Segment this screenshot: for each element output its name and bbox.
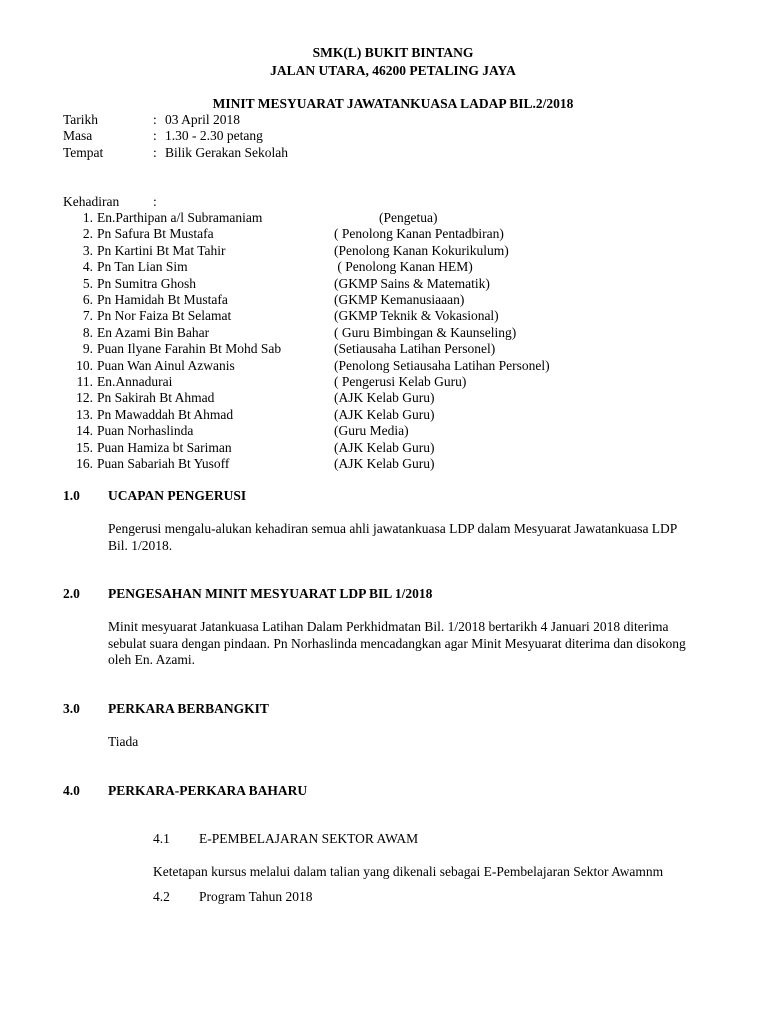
attendance-number: 7. [82, 308, 93, 323]
attendance-name: En.Annadurai [97, 374, 173, 389]
attendance-name: Pn Mawaddah Bt Ahmad [97, 407, 234, 422]
attendance-role: ( Pengerusi Kelab Guru) [334, 374, 467, 389]
attendance-number: 16. [76, 456, 93, 471]
attendance-role: ( Penolong Kanan HEM) [334, 259, 473, 274]
minutes-title: MINIT MESYUARAT JAWATANKUASA LADAP BIL.2/2018 [212, 96, 574, 111]
attendance-role: (Guru Media) [334, 423, 409, 438]
attendance-number: 12. [76, 390, 93, 405]
attendance-number: 15. [76, 440, 93, 455]
section-title: UCAPAN PENGERUSI [108, 488, 247, 503]
section-body-line: Tiada [108, 734, 139, 749]
attendance-name: Pn Sakirah Bt Ahmad [97, 390, 215, 405]
school-address: JALAN UTARA, 46200 PETALING JAYA [270, 63, 516, 78]
section-body-line: Minit mesyuarat Jatankuasa Latihan Dalam Perkhidmatan Bil. 1/2018 bertarikh 4 Januari 2018 diterima [108, 619, 669, 634]
attendance-name: Pn Nor Faiza Bt Selamat [97, 308, 232, 323]
attendance-number: 3. [82, 243, 93, 258]
section-number: 3.0 [63, 701, 80, 716]
attendance-number: 5. [82, 276, 93, 291]
subsection-title: E-PEMBELAJARAN SEKTOR AWAM [199, 831, 419, 846]
meta-label-time: Masa [63, 128, 93, 143]
attendance-name: Puan Ilyane Farahin Bt Mohd Sab [97, 341, 282, 356]
meta-sep-place: : [153, 145, 157, 160]
section-body-line: Pengerusi mengalu-alukan kehadiran semua ahli jawatankuasa LDP dalam Mesyuarat Jawatankuasa LDP [108, 521, 678, 536]
attendance-number: 6. [82, 292, 93, 307]
attendance-name: Puan Sabariah Bt Yusoff [97, 456, 230, 471]
meta-label-date: Tarikh [63, 112, 99, 127]
attendance-name: Pn Tan Lian Sim [97, 259, 188, 274]
attendance-role: (AJK Kelab Guru) [334, 440, 435, 455]
attendance-label: Kehadiran [63, 194, 120, 209]
subsection-title: Program Tahun 2018 [199, 889, 313, 904]
attendance-number: 10. [76, 358, 93, 373]
subsection-number: 4.2 [153, 889, 170, 904]
section-number: 4.0 [63, 783, 80, 798]
attendance-number: 13. [76, 407, 93, 422]
section-body-line: oleh En. Azami. [108, 652, 195, 667]
attendance-name: Pn Kartini Bt Mat Tahir [97, 243, 226, 258]
attendance-number: 9. [82, 341, 93, 356]
section-number: 2.0 [63, 586, 80, 601]
attendance-number: 1. [82, 210, 93, 225]
meta-value-time: 1.30 - 2.30 petang [165, 128, 263, 143]
attendance-number: 8. [82, 325, 93, 340]
attendance-name: Pn Hamidah Bt Mustafa [97, 292, 228, 307]
attendance-name: Puan Norhaslinda [97, 423, 194, 438]
attendance-role: (Pengetua) [379, 210, 438, 225]
attendance-number: 2. [82, 226, 93, 241]
attendance-role: (Penolong Kanan Kokurikulum) [334, 243, 509, 258]
attendance-name: Pn Sumitra Ghosh [97, 276, 197, 291]
subsection-body-line: Ketetapan kursus melalui dalam talian yang dikenali sebagai E-Pembelajaran Sektor Awamnm [153, 864, 664, 879]
attendance-role: ( Penolong Kanan Pentadbiran) [334, 226, 504, 241]
attendance-number: 11. [76, 374, 93, 389]
attendance-name: Puan Hamiza bt Sariman [97, 440, 232, 455]
attendance-role: (Setiausaha Latihan Personel) [334, 341, 496, 356]
attendance-role: (GKMP Teknik & Vokasional) [334, 308, 499, 323]
section-title: PERKARA BERBANGKIT [108, 701, 269, 716]
attendance-role: (AJK Kelab Guru) [334, 456, 435, 471]
section-title: PENGESAHAN MINIT MESYUARAT LDP BIL 1/2018 [108, 586, 433, 601]
attendance-name: En Azami Bin Bahar [97, 325, 210, 340]
subsection-number: 4.1 [153, 831, 170, 846]
attendance-role: (GKMP Sains & Matematik) [334, 276, 490, 291]
attendance-sep: : [153, 194, 157, 209]
attendance-role: (GKMP Kemanusiaaan) [334, 292, 465, 307]
meta-value-place: Bilik Gerakan Sekolah [165, 145, 288, 160]
attendance-name: En.Parthipan a/l Subramaniam [97, 210, 263, 225]
attendance-role: (AJK Kelab Guru) [334, 390, 435, 405]
meta-sep-date: : [153, 112, 157, 127]
section-body-line: sebulat suara dengan pindaan. Pn Norhaslinda mencadangkan agar Minit Mesyuarat diterima dan disokong [108, 636, 686, 651]
attendance-name: Pn Safura Bt Mustafa [97, 226, 214, 241]
section-title: PERKARA-PERKARA BAHARU [108, 783, 308, 798]
meta-value-date: 03 April 2018 [165, 112, 241, 127]
attendance-number: 4. [82, 259, 93, 274]
attendance-role: ( Guru Bimbingan & Kaunseling) [334, 325, 517, 340]
attendance-role: (AJK Kelab Guru) [334, 407, 435, 422]
attendance-number: 14. [76, 423, 93, 438]
section-body-line: Bil. 1/2018. [108, 538, 173, 553]
section-number: 1.0 [63, 488, 80, 503]
meta-label-place: Tempat [63, 145, 104, 160]
meta-sep-time: : [153, 128, 157, 143]
school-name: SMK(L) BUKIT BINTANG [312, 45, 474, 60]
attendance-name: Puan Wan Ainul Azwanis [97, 358, 235, 373]
attendance-role: (Penolong Setiausaha Latihan Personel) [334, 358, 550, 373]
